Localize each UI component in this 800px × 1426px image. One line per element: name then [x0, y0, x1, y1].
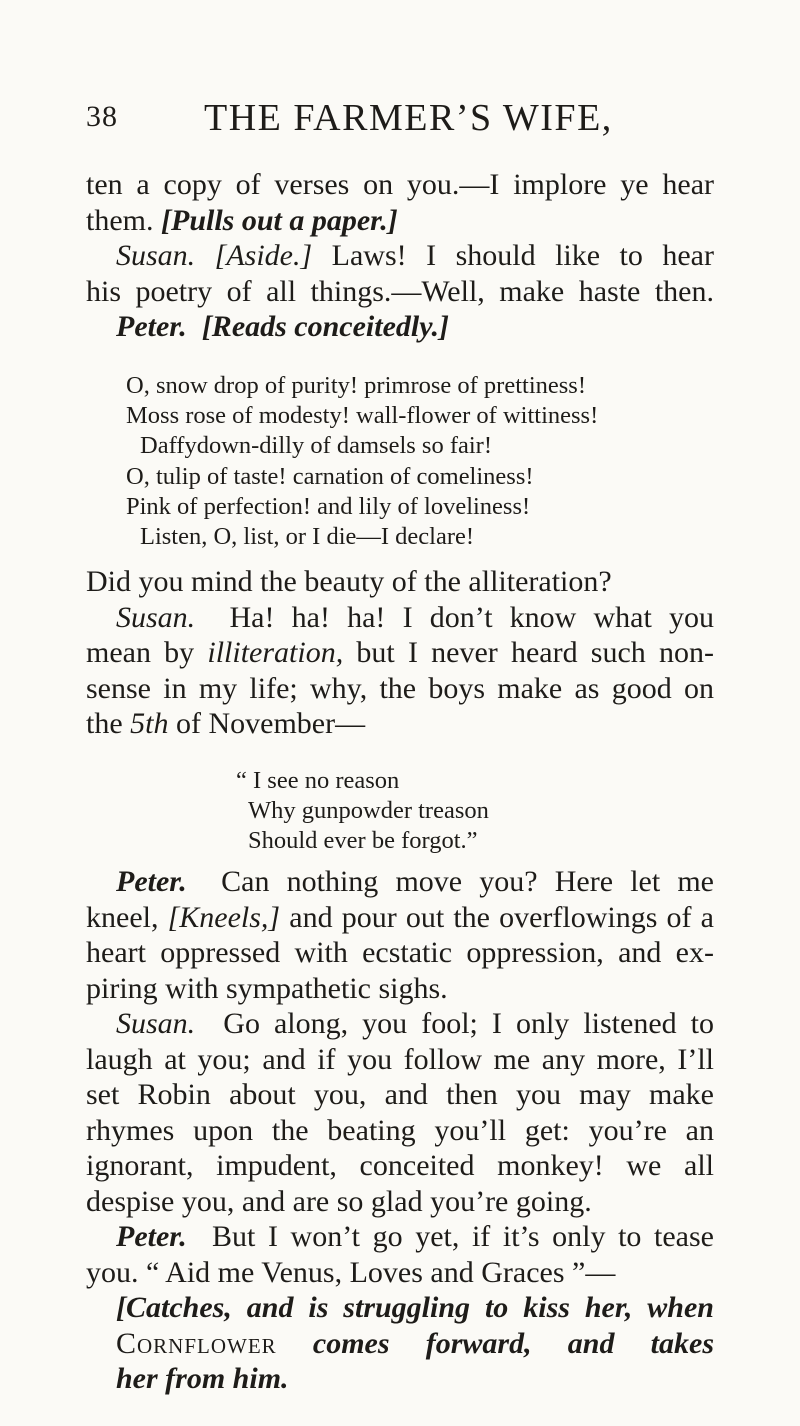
stage-direction: [Reads conceitedly.]: [201, 310, 449, 343]
verse-line: Pink of perfection! and lily of loveliness!: [126, 492, 531, 520]
text-line: mean by illiteration, but I never heard such non-: [86, 636, 714, 669]
paragraph-block-2: [86, 564, 714, 742]
text-line: Did you mind the beauty of the alliteration?: [86, 565, 612, 598]
text-line: his poetry of all things.—Well, make haste then.: [86, 274, 714, 308]
text-line: rhymes upon the beating you’ll get: you’re an: [86, 1113, 714, 1147]
text-line: ignorant, impudent, conceited monkey! we all: [86, 1149, 714, 1182]
verse-line: O, tulip of taste! carnation of comeliness!: [126, 462, 534, 490]
speech-line: [86, 309, 714, 345]
text-line: ten a copy of verses on you.—I implore ye hear: [86, 168, 714, 201]
speaker-name: Susan.: [116, 239, 196, 272]
stage-direction: her from him.: [116, 1362, 289, 1395]
text-line: you. “ Aid me Venus, Loves and Graces ”—: [86, 1255, 616, 1289]
text-line: piring with sympathetic sighs.: [86, 971, 448, 1005]
verse-line: Daffydown-dilly of damsels so fair!: [140, 432, 492, 460]
page-number: 38: [86, 100, 118, 133]
text-line: heart oppressed with ecstatic oppression, and ex-: [86, 936, 714, 969]
stage-direction: [Aside.]: [214, 239, 313, 272]
speech-line: Susan. Ha! ha! ha! I don’t know what you: [116, 600, 714, 634]
speech-line: Susan. Go along, you fool; I only listened to: [116, 1007, 715, 1040]
running-title: THE FARMER’S WIFE,: [204, 97, 613, 139]
verse-line: Moss rose of modesty! wall-flower of wittiness!: [126, 402, 599, 430]
text-line: them. [Pulls out a paper.]: [86, 203, 398, 237]
verse-line: O, snow drop of purity! primrose of prettiness!: [126, 372, 586, 399]
speaker-name: Peter.: [116, 1220, 187, 1253]
text-line: laugh at you; and if you follow me any more, I’ll: [86, 1042, 714, 1076]
text-line: set Robin about you, and then you may make: [86, 1078, 714, 1111]
character-name: Cornflower: [116, 1326, 277, 1360]
speech-line: Peter. Can nothing move you? Here let me: [116, 865, 714, 898]
text-line: the 5th of November—: [86, 707, 366, 740]
verse-line: “ I see no reason: [236, 767, 400, 794]
speaker-name: Susan.: [116, 600, 196, 634]
stage-direction: [Kneels,]: [167, 900, 281, 934]
speech-line: Susan. [Aside.] Laws! I should like to hear: [116, 239, 714, 272]
verse-line: Listen, O, list, or I die—I declare!: [140, 523, 475, 551]
speaker-name: Peter.: [116, 310, 187, 343]
stage-direction: Cornflower comes forward, and takes: [116, 1326, 714, 1360]
stage-direction: [Pulls out a paper.]: [161, 203, 398, 237]
paragraph-block-3: [86, 864, 714, 1397]
speaker-name: Peter.: [116, 865, 187, 898]
text-line: sense in my life; why, the boys make as good on: [86, 671, 714, 705]
speaker-name: Susan.: [116, 1007, 196, 1040]
emphasis: illiteration,: [207, 636, 344, 669]
verse-stanza-2: [86, 766, 714, 857]
verse-line: Why gunpowder treason: [248, 797, 489, 825]
paragraph-block-1: [86, 167, 714, 345]
page-header: [86, 96, 714, 140]
text-line: despise you, and are so glad you’re going.: [86, 1184, 592, 1218]
speech-line: Peter. But I won’t go yet, if it’s only to tease: [116, 1220, 714, 1253]
verse-line: Should ever be forgot.”: [248, 827, 478, 855]
verse-stanza-1: [86, 371, 714, 552]
stage-direction: [Catches, and is struggling to kiss her, when: [116, 1291, 714, 1324]
text-line: kneel, [Kneels,] and pour out the overflowings of a: [86, 900, 714, 934]
